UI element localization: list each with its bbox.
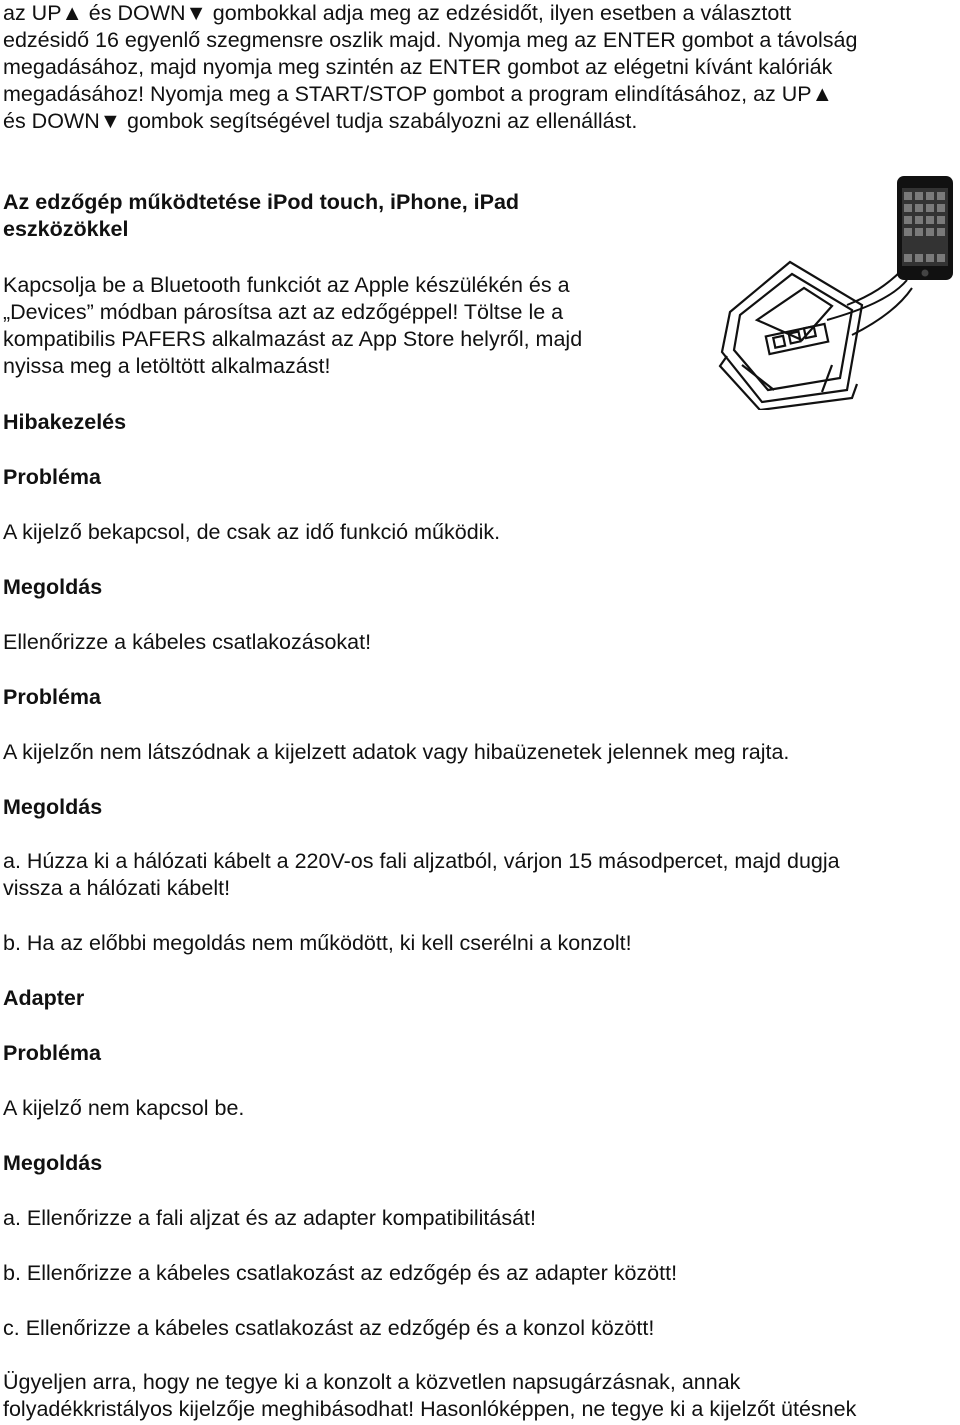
problem-label: Probléma	[3, 465, 101, 489]
body-line: Kapcsolja be a Bluetooth funkciót az Apple készülékén és a	[3, 273, 570, 297]
problem-text: A kijelzőn nem látszódnak a kijelzett adatok vagy hibaüzenetek jelennek meg rajta.	[3, 740, 790, 764]
section-heading: Hibakezelés	[3, 410, 127, 434]
intro-line: és DOWN▼ gombok segítségével tudja szabályozni az ellenállást.	[3, 109, 638, 133]
section-title: eszközökkel	[3, 217, 129, 241]
phone-icon	[897, 176, 953, 280]
console-icon	[720, 262, 862, 410]
solution-text: c. Ellenőrizze a kábeles csatlakozást az edzőgép és a konzol között!	[3, 1316, 655, 1340]
solution-text: vissza a hálózati kábelt!	[3, 876, 231, 900]
problem-label: Probléma	[3, 1041, 101, 1065]
intro-line: az UP▲ és DOWN▼ gombokkal adja meg az edzésidőt, ilyen esetben a választott	[3, 1, 792, 25]
body-line: kompatibilis PAFERS alkalmazást az App Store helyről, majd	[3, 327, 583, 351]
warning-line: folyadékkristályos kijelzője meghibásodhat! Hasonlóképpen, ne tegye ki a kijelzőt ütésnek	[3, 1397, 857, 1421]
problem-text: A kijelző bekapcsol, de csak az idő funkció működik.	[3, 520, 501, 544]
solution-label: Megoldás	[3, 575, 103, 599]
solution-text: b. Ellenőrizze a kábeles csatlakozást az edzőgép és az adapter között!	[3, 1261, 678, 1285]
intro-line: edzésidő 16 egyenlő szegmensre oszlik majd. Nyomja meg az ENTER gombot a távolság	[3, 28, 858, 52]
intro-line: megadásához! Nyomja meg a START/STOP gombot a program elindításához, az UP▲	[3, 82, 833, 106]
intro-line: megadásához, majd nyomja meg szintén az ENTER gombot az elégetni kívánt kalóriák	[3, 55, 833, 79]
section-heading: Adapter	[3, 986, 85, 1010]
problem-text: A kijelző nem kapcsol be.	[3, 1096, 245, 1120]
device-illustration	[712, 170, 957, 410]
body-line: nyissa meg a letöltött alkalmazást!	[3, 354, 331, 378]
section-title: Az edzőgép működtetése iPod touch, iPhone, iPad	[3, 190, 520, 214]
solution-text: Ellenőrizze a kábeles csatlakozásokat!	[3, 630, 372, 654]
solution-text: b. Ha az előbbi megoldás nem működött, ki kell cserélni a konzolt!	[3, 931, 632, 955]
problem-label: Probléma	[3, 685, 101, 709]
solution-label: Megoldás	[3, 1151, 103, 1175]
solution-label: Megoldás	[3, 795, 103, 819]
solution-text: a. Ellenőrizze a fali aljzat és az adapter kompatibilitását!	[3, 1206, 536, 1230]
solution-text: a. Húzza ki a hálózati kábelt a 220V-os fali aljzatból, várjon 15 másodpercet, majd dugja	[3, 849, 840, 873]
body-line: „Devices” módban párosítsa azt az edzőgéppel! Töltse le a	[3, 300, 564, 324]
warning-line: Ügyeljen arra, hogy ne tegye ki a konzolt a közvetlen napsugárzásnak, annak	[3, 1370, 741, 1394]
